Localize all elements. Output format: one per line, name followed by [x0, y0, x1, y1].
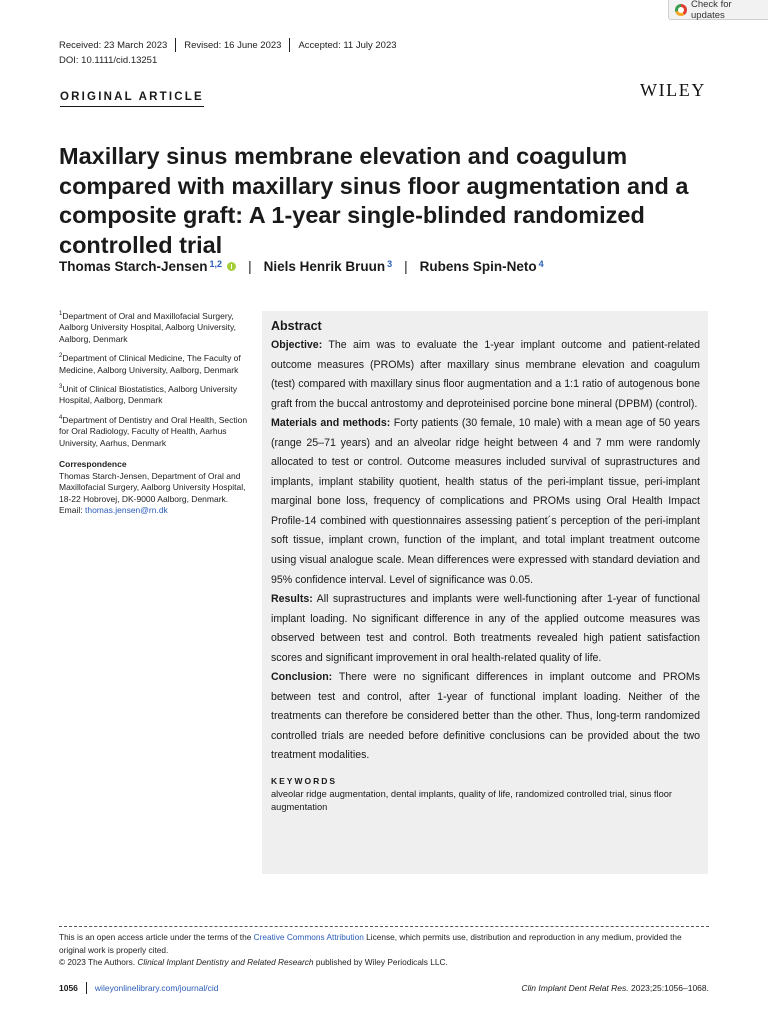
correspondence-text: Thomas Starch-Jensen, Department of Oral and Maxillofacial Surgery, Aalborg University Hospital, 18-22 Hobrovej, DK-9000 Aalborg, Denmark. — [59, 470, 246, 504]
correspondence-heading: Correspondence — [59, 459, 127, 470]
author-separator: | — [404, 259, 408, 274]
keywords-heading: KEYWORDS — [271, 776, 338, 787]
article-title: Maxillary sinus membrane elevation and coagulum compared with maxillary sinus floor augmentation and a composite graft: A 1-year single-blinded randomized controlled trial — [59, 143, 689, 258]
check-for-updates-label: Check for updates — [691, 0, 732, 21]
author-name[interactable]: Rubens Spin-Neto — [419, 259, 537, 274]
email-link[interactable]: thomas.jensen@rn.dk — [84, 505, 168, 516]
accepted-date: Accepted: 11 July 2023 — [298, 39, 397, 51]
orcid-icon[interactable] — [227, 262, 236, 271]
abstract-conclusion: Conclusion: There were no significant differences in implant outcome and PROMs between test and control, after 1-year of functional implant loading. Neither of the treatments can therefore be considered better than the other. Thus, long-term randomized controlled trials are needed before definitive conclusions can be provided about the two treatment modalities. — [271, 671, 700, 762]
abstract-methods: Materials and methods: Forty patients (30 female, 10 male) with a mean age of 50 years (range 25–71 years) and an alveolar ridge height between 4 and 7 mm were randomly allocated to test or control. Outcome measures included survival of suprastructures and implants, implant stability quotient, health status of the peri-implant tissue, peri-implant marginal bone loss, frequency of complications and PROMs using Oral Health Impact Profile-14 combined with questionnaires assessing patient´s perception of the peri-implant soft tissue, implant crown, function of the implant, and total implant treatment outcome using visual analogue scale. Mean differences were expressed with standard deviation and 95% confidence interval. Level of significance was 0.05. — [271, 417, 700, 586]
author-affiliation-ref[interactable]: 4 — [538, 258, 544, 269]
abstract-box — [262, 311, 708, 874]
license-link[interactable]: Creative Commons Attribution — [253, 932, 364, 942]
affiliation: $^4$Department of Dentistry and Oral Health, Section for Oral Radiology, Faculty of Health, Aarhus University, Aarhus, Denmark — [59, 414, 248, 448]
author-separator: | — [248, 259, 252, 274]
crossmark-icon — [675, 4, 687, 16]
author-affiliation-ref[interactable]: 1,2 — [209, 258, 223, 269]
affiliations-column — [59, 309, 249, 517]
affiliation: $^2$Department of Clinical Medicine, The Faculty of Medicine, Aalborg University, Aalborg, Denmark — [59, 353, 241, 375]
abstract-heading: Abstract — [271, 319, 322, 333]
page-number: 1056 — [59, 983, 78, 993]
footnote-divider — [59, 926, 709, 927]
doi: DOI: 10.1111/cid.13251 — [59, 55, 158, 66]
citation: Clin Implant Dent Relat Res. 2023;25:1056–1068. — [521, 983, 709, 993]
abstract-results: Results: All suprastructures and implants were well-functioning after 1-year of functional implant loading. No significant difference in any of the applied outcome measures was observed between test and control. Both treatments revealed high patient satisfaction scores and significant improvement in oral health-related quality of life. — [271, 593, 700, 664]
author-affiliation-ref[interactable]: 3 — [387, 258, 393, 269]
divider — [289, 38, 290, 52]
divider — [175, 38, 176, 52]
author-name[interactable]: Niels Henrik Bruun — [263, 259, 386, 274]
abstract-objective: Objective: The aim was to evaluate the 1-year implant outcome and patient-related outcome measures (PROMs) after maxillary sinus membrane elevation and coagulum (test) compared with maxillary sinus floor augmentation and a 1:1 ratio of autogenous bone graft from the buccal antrostomy and deproteinised porcine bone mineral (DPBM) (control). — [271, 339, 700, 410]
article-type: ORIGINAL ARTICLE — [60, 91, 204, 107]
page-footer — [59, 982, 709, 994]
keywords: alveolar ridge augmentation, dental implants, quality of life, randomized controlled trial, sinus floor augmentation — [271, 789, 673, 812]
author-list — [59, 259, 544, 274]
author-name[interactable]: Thomas Starch-Jensen — [59, 259, 208, 274]
correspondence-email: Email: thomas.jensen@rn.dk — [59, 505, 168, 516]
revised-date: Revised: 16 June 2023 — [184, 39, 282, 51]
publisher-logo: WILEY — [640, 80, 706, 100]
journal-url-link[interactable]: wileyonlinelibrary.com/journal/cid — [94, 983, 219, 993]
received-date: Received: 23 March 2023 — [59, 39, 168, 51]
check-for-updates-button[interactable] — [668, 0, 768, 20]
divider — [86, 982, 87, 994]
license-footnote: This is an open access article under the terms of the Creative Commons Attribution License, which permits use, distribution and reproduction in any medium, provided the original work is properly cited. © 2023 The Authors. Clinical Implant Dentistry and Related Research published by Wiley Periodicals LLC. — [59, 932, 682, 968]
affiliation: $^1$Department of Oral and Maxillofacial Surgery, Aalborg University Hospital, Aalborg University, Aalborg, Denmark — [59, 310, 236, 344]
publication-dates — [59, 39, 397, 51]
affiliation: $^3$Unit of Clinical Biostatistics, Aalborg University Hospital, Aalborg, Denmark — [59, 383, 238, 406]
